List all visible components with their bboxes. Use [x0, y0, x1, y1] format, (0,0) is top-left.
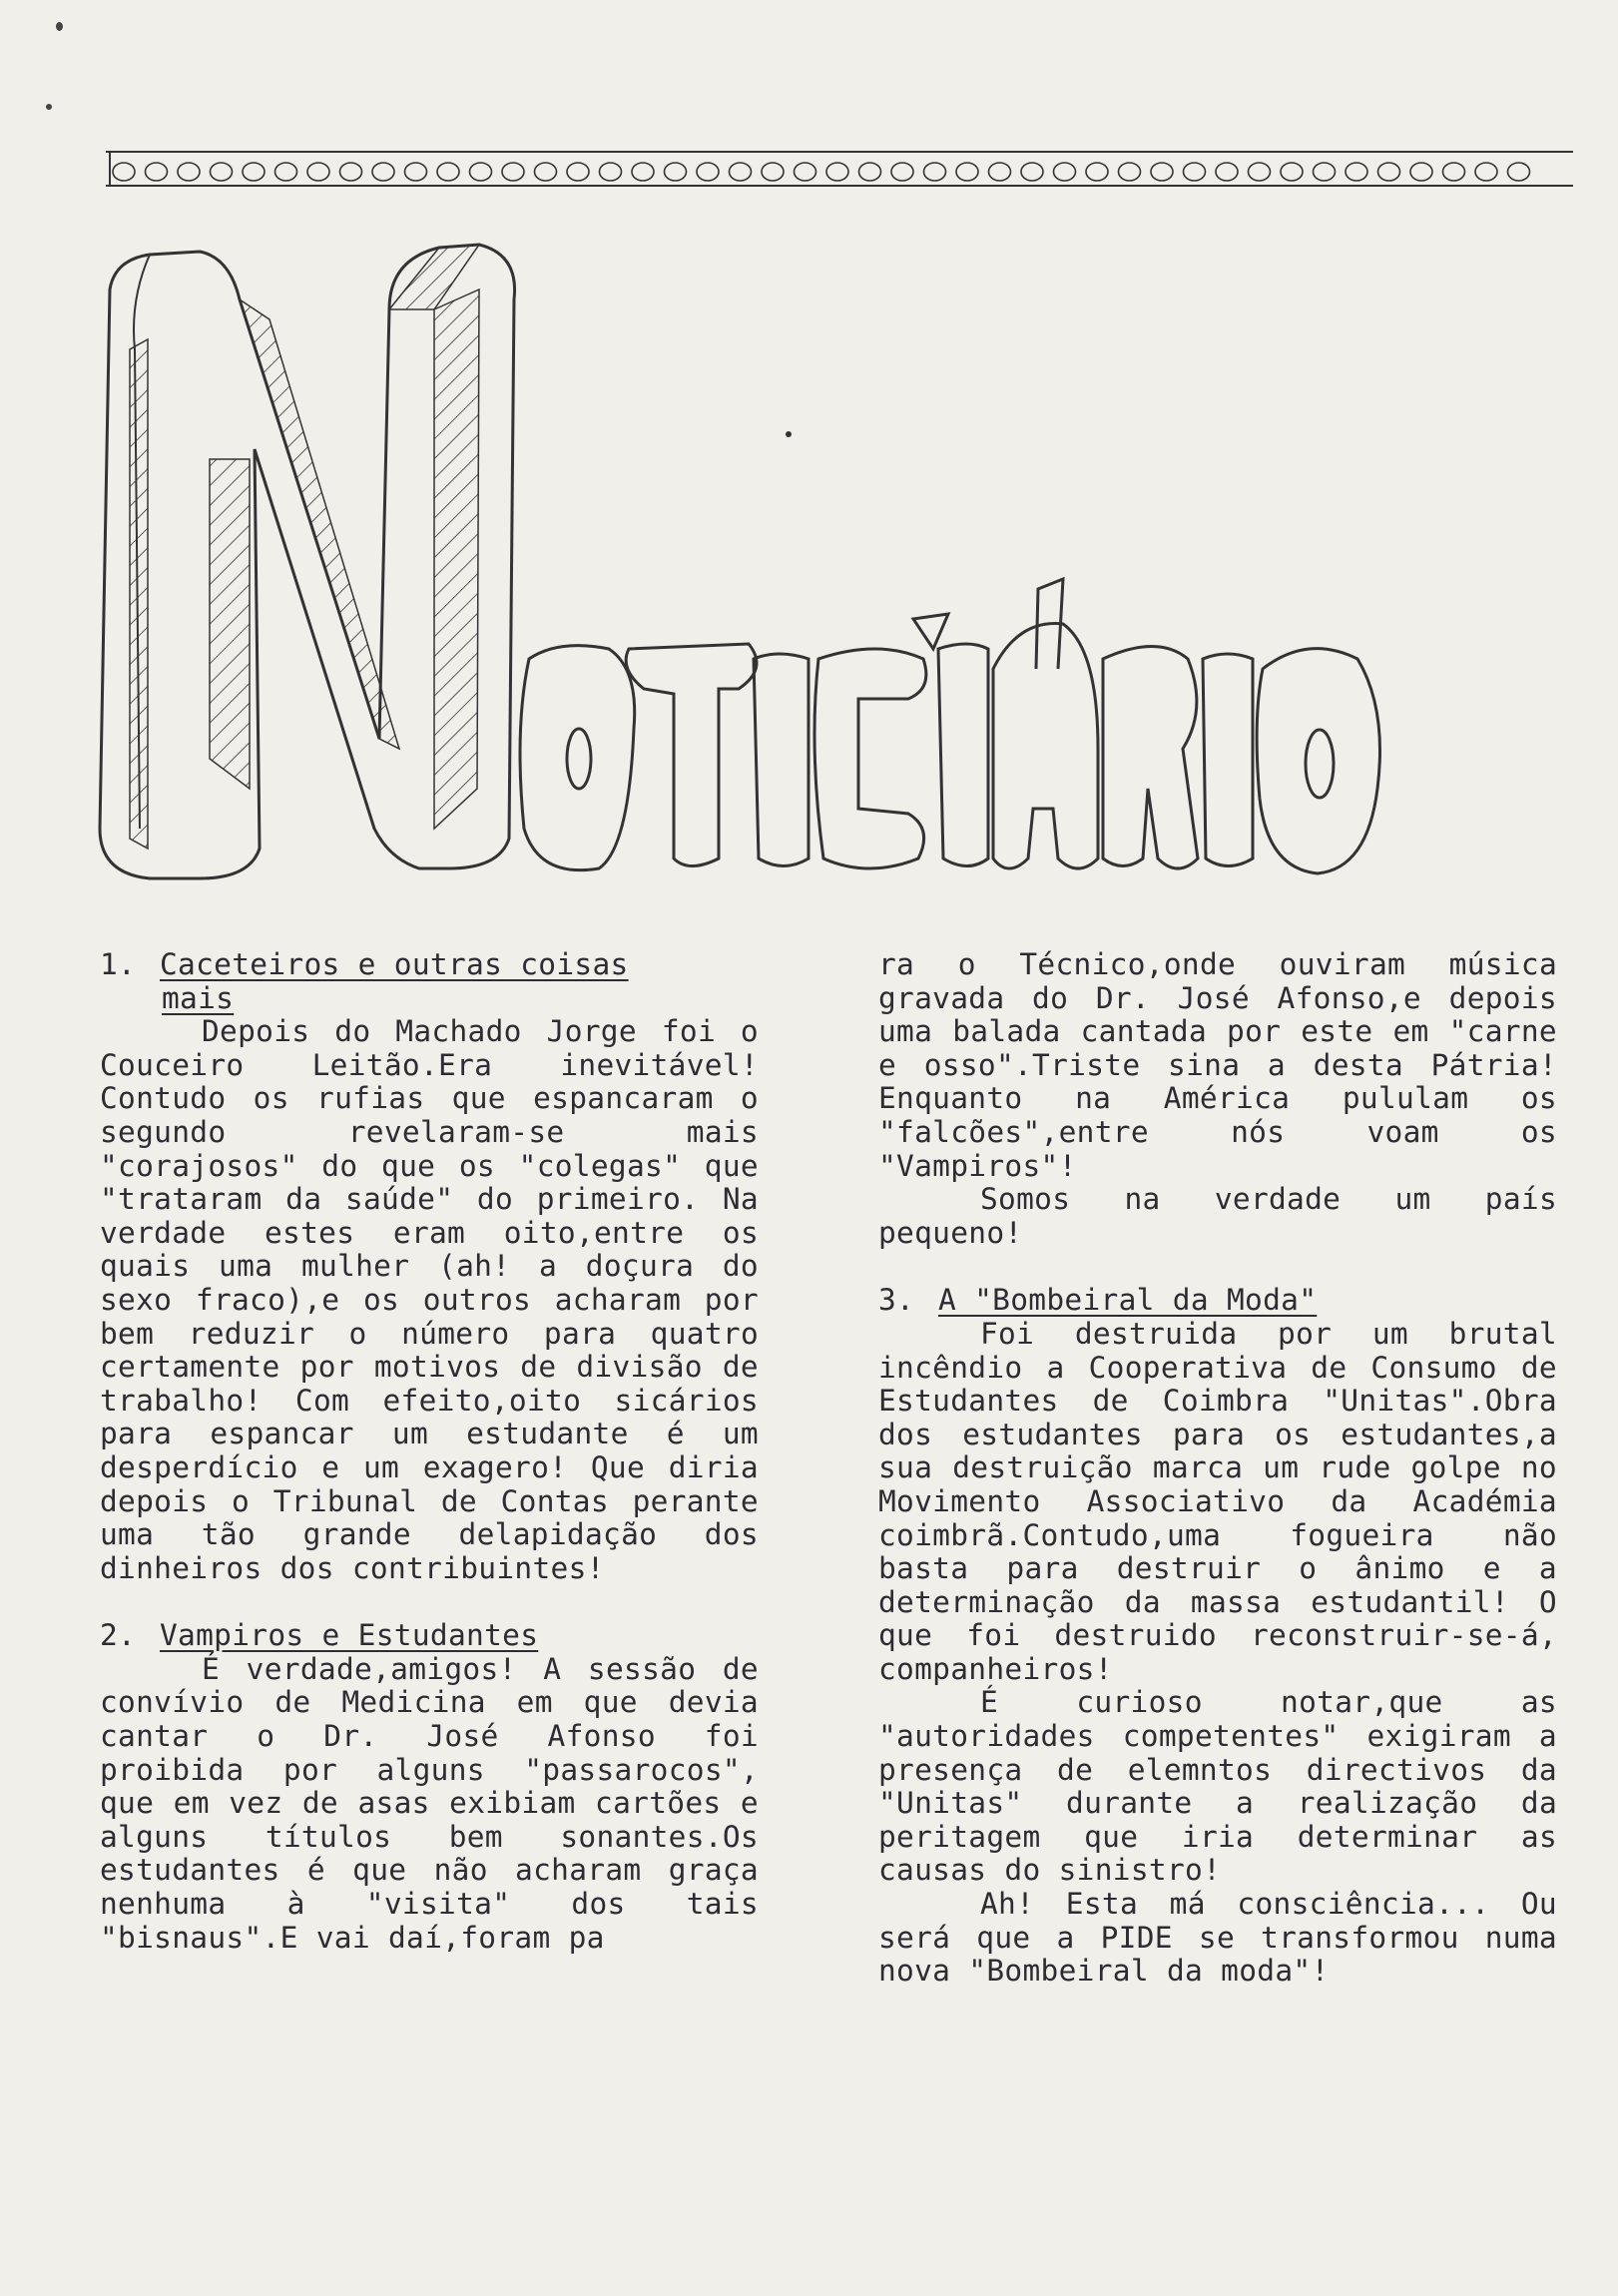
- article-1-title: Caceteiros e outras coisas: [160, 947, 629, 981]
- border-circle: [1119, 163, 1141, 181]
- masthead-title-art: [90, 230, 1567, 908]
- margin-mark: [46, 104, 52, 110]
- article-3-title: A "Bombeiral da Moda": [938, 1283, 1318, 1318]
- margin-mark: [56, 22, 63, 31]
- border-circle: [1314, 163, 1336, 181]
- border-circle: [1249, 163, 1271, 181]
- article-3-number: 3.: [878, 1283, 915, 1318]
- border-circle: [1086, 163, 1108, 181]
- article-2-title: Vampiros e Estudantes: [160, 1618, 539, 1653]
- article-2-body-right-2: Somos na verdade um país pequeno!: [878, 1182, 1576, 1250]
- border-circle: [1184, 163, 1206, 181]
- article-1-heading: [100, 948, 759, 1015]
- spacer: [100, 1585, 759, 1619]
- article-3-body-2: É curioso notar,que as "autoridades competentes" exigiram a presença de elemntos directivos da "Unitas" durante a realização da peritagem que iria determinar as causas do sinistro!: [878, 1685, 1576, 1888]
- border-circle: [989, 163, 1011, 181]
- border-circle: [307, 163, 329, 181]
- border-circle: [632, 163, 654, 181]
- border-circle: [697, 163, 719, 181]
- border-circle: [372, 163, 394, 181]
- border-circle: [859, 163, 881, 181]
- border-circle: [567, 163, 589, 181]
- article-3-heading: [878, 1284, 1557, 1318]
- article-2-heading: [100, 1619, 759, 1653]
- spacer: [878, 1250, 1557, 1284]
- border-circle: [762, 163, 784, 181]
- border-circle: [113, 163, 135, 181]
- border-circle: [470, 163, 492, 181]
- border-circle: [1216, 163, 1238, 181]
- border-circle: [535, 163, 557, 181]
- border-circle: [665, 163, 687, 181]
- border-circle: [826, 163, 848, 181]
- article-1-number: 1.: [100, 947, 137, 981]
- border-circle: [340, 163, 362, 181]
- border-circle: [600, 163, 622, 181]
- left-column: [100, 947, 778, 1955]
- border-circle: [1346, 163, 1367, 181]
- border-circle: [146, 163, 168, 181]
- article-2-number: 2.: [100, 1618, 137, 1653]
- border-circle: [1508, 163, 1530, 181]
- border-circle: [1281, 163, 1303, 181]
- border-circle: [243, 163, 265, 181]
- border-circle: [891, 163, 913, 181]
- article-3-body: Foi destruida por um brutal incêndio a Cooperativa de Consumo de Estudantes de Coimbra "Unitas".Obra dos estudantes para os estudantes,a sua destruição marca um rude golpe no Movimento Associativo da Académia coimbrã.Contudo,uma fogueira não basta para destruir o ânimo e a determinação da massa estudantil! O que foi destruido reconstruir-se-á, companheiros!: [878, 1316, 1576, 1686]
- article-3-body-3: Ah! Esta má consciência... Ou será que a PIDE se transformou numa nova "Bombeiral da moda"!: [878, 1887, 1576, 1989]
- border-circle: [1378, 163, 1400, 181]
- border-circle: [502, 163, 524, 181]
- article-2-body-right: ra o Técnico,onde ouviram música gravada do Dr. José Afonso,e depois uma balada cantada por este em "carne e osso".Triste sina a desta Pátria! Enquanto na América pululam os "falcões",entre nós voam os "Vampiros"!: [878, 947, 1576, 1183]
- border-circle: [956, 163, 978, 181]
- border-circle: [178, 163, 200, 181]
- border-circle: [437, 163, 459, 181]
- border-circle: [795, 163, 816, 181]
- border-circle: [1410, 163, 1432, 181]
- right-column: [878, 947, 1576, 1989]
- border-circle: [1475, 163, 1497, 181]
- decorative-border: [106, 150, 1573, 188]
- border-circle: [405, 163, 427, 181]
- border-circle: [924, 163, 946, 181]
- article-1-body: Depois do Machado Jorge foi o Couceiro Leitão.Era inevitável! Contudo os rufias que espancaram o segundo revelaram-se mais "corajosos" do que os "colegas" que "trataram da saúde" do primeiro. Na verdade estes eram oito,entre os quais uma mulher (ah! a doçura do sexo fraco),e os outros acharam por bem reduzir o número para quatro certamente por motivos de divisão de trabalho! Com efeito,oito sicários para espancar um estudante é um desperdício e um exagero! Que diria depois o Tribunal de Contas perante uma tão grande delapidação dos dinheiros dos contribuintes!: [100, 1014, 778, 1585]
- border-circle: [1151, 163, 1173, 181]
- border-circle: [275, 163, 297, 181]
- border-circle: [1021, 163, 1043, 181]
- border-circle: [1443, 163, 1465, 181]
- article-2-body-left: É verdade,amigos! A sessão de convívio de Medicina em que devia cantar o Dr. José Afonso foi proibida por alguns "passarocos", que em vez de asas exibiam cartões e alguns títulos bem sonantes.Os estudantes é que não acharam graça nenhuma à "visita" dos tais "bisnaus".E vai daí,foram pa: [100, 1651, 778, 1955]
- border-circle: [1054, 163, 1076, 181]
- border-circle: [730, 163, 752, 181]
- border-circle: [211, 163, 233, 181]
- article-1-title-line2: mais: [162, 980, 235, 1015]
